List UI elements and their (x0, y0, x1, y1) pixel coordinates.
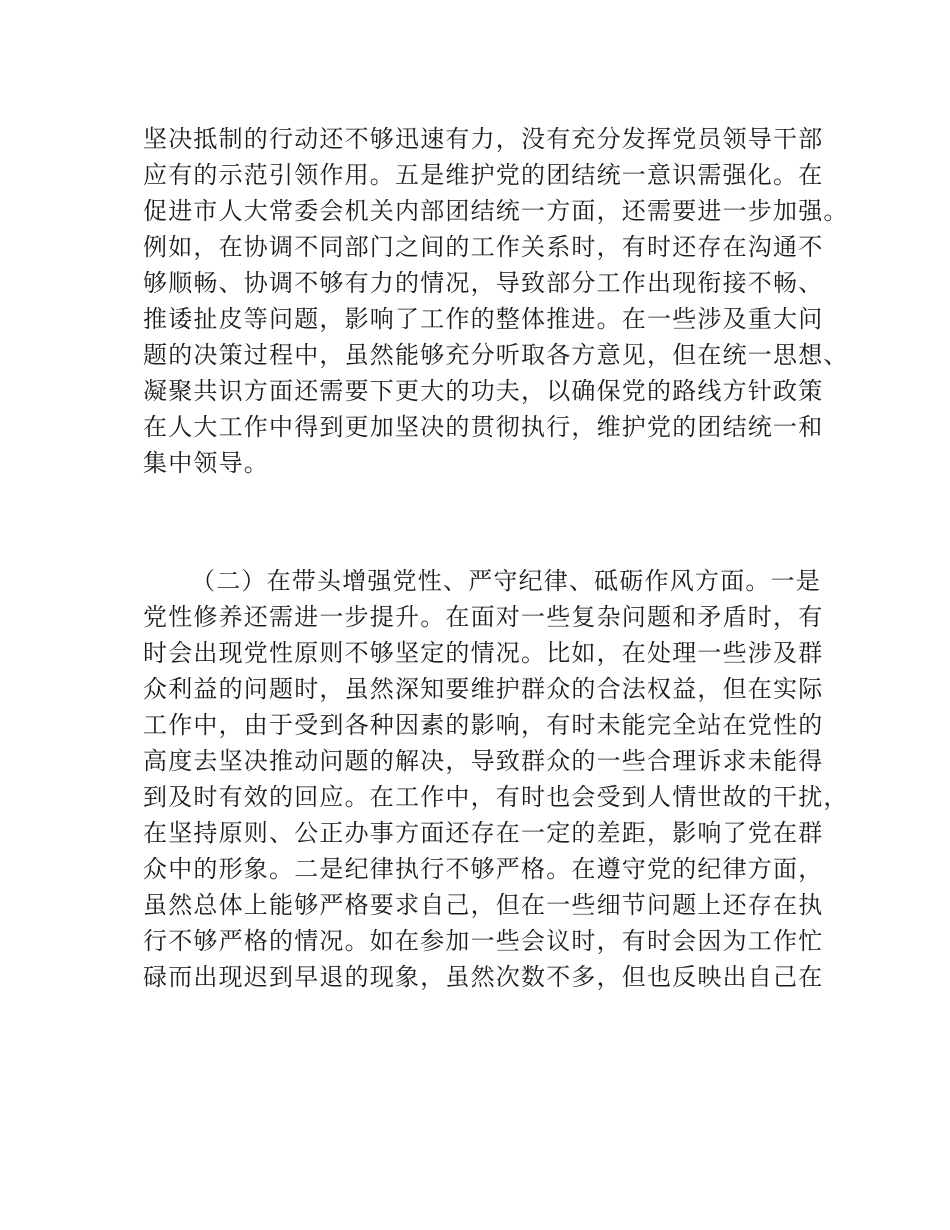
paragraph-continuation (143, 121, 849, 481)
text-line: 行不够严格的情况。如在参加一些会议时，有时会因为工作忙 (143, 927, 824, 955)
section-heading-line: （二）在带头增强党性、严守纪律、砥砺作风方面。一是 (191, 567, 821, 595)
text-line: 凝聚共识方面还需要下更大的功夫，以确保党的路线方针政策 (143, 377, 824, 405)
text-line: 在坚持原则、公正办事方面还存在一定的差距，影响了党在群 (143, 819, 824, 847)
text-line: 众利益的问题时，虽然深知要维护群众的合法权益，但在实际 (143, 675, 824, 703)
section-two-paragraph (143, 563, 849, 995)
text-line: 高度去坚决推动问题的解决，导致群众的一些合理诉求未能得 (143, 747, 824, 775)
text-line: 应有的示范引领作用。五是维护党的团结统一意识需强化。在 (143, 161, 824, 189)
text-line: 众中的形象。二是纪律执行不够严格。在遵守党的纪律方面， (143, 855, 824, 883)
text-line: 坚决抵制的行动还不够迅速有力，没有充分发挥党员领导干部 (143, 125, 824, 153)
text-line: 例如，在协调不同部门之间的工作关系时，有时还存在沟通不 (143, 233, 824, 261)
text-line: 时会出现党性原则不够坚定的情况。比如，在处理一些涉及群 (143, 639, 824, 667)
text-line: 工作中，由于受到各种因素的影响，有时未能完全站在党性的 (143, 711, 824, 739)
text-line: 推诿扯皮等问题，影响了工作的整体推进。在一些涉及重大问 (143, 305, 824, 333)
text-line: 集中领导。 (143, 449, 269, 477)
text-line: 促进市人大常委会机关内部团结统一方面，还需要进一步加强。 (143, 197, 849, 225)
text-line: 题的决策过程中，虽然能够充分听取各方意见，但在统一思想、 (143, 341, 849, 369)
text-line: 碌而出现迟到早退的现象，虽然次数不多，但也反映出自己在 (143, 963, 824, 991)
text-line: 党性修养还需进一步提升。在面对一些复杂问题和矛盾时，有 (143, 603, 824, 631)
text-line: 到及时有效的回应。在工作中，有时也会受到人情世故的干扰， (143, 783, 849, 811)
text-line: 虽然总体上能够严格要求自己，但在一些细节问题上还存在执 (143, 891, 824, 919)
text-line: 在人大工作中得到更加坚决的贯彻执行，维护党的团结统一和 (143, 413, 824, 441)
text-line: 够顺畅、协调不够有力的情况，导致部分工作出现衔接不畅、 (143, 269, 824, 297)
